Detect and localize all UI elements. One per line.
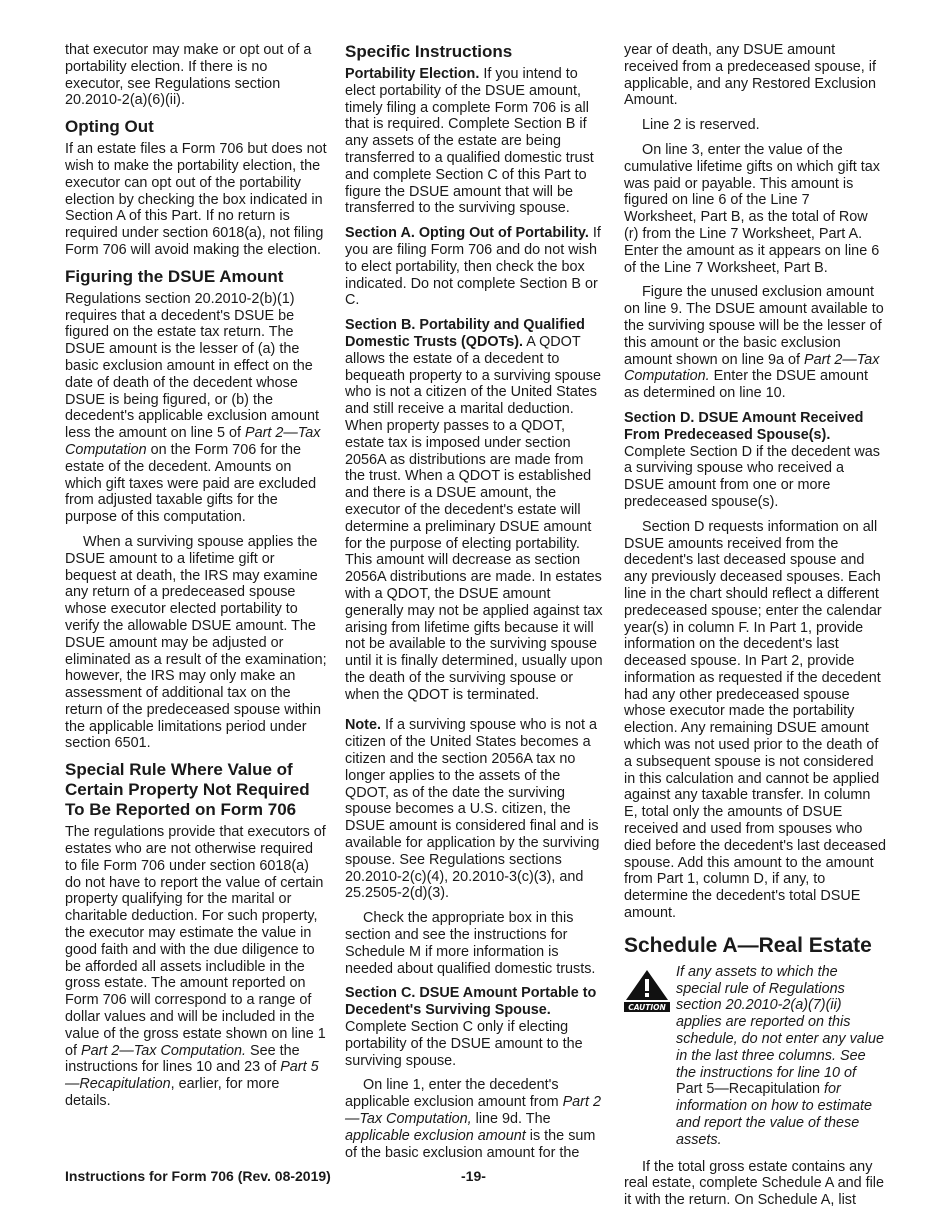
column-2 (345, 42, 607, 1169)
caution-icon (624, 968, 670, 1012)
paragraph-portability-election: Portability Election. If you intend to elect portability of the DSUE amount, timely filing a complete Form 706 is all that is required. Complete Section B if any assets of the estate are being transferred to a qualified domestic trust and complete Section C of this Part to figure the DSUE amount that will be transferred to the surviving spouse. (345, 66, 594, 217)
caution-label: CAUTION (628, 1002, 666, 1012)
paragraph-line-2: Line 2 is reserved. (642, 117, 760, 134)
paragraph-section-d-details: Section D requests information on all DSUE amounts received from the decedent's last deceased spouse and any previously deceased spouses. Each line in the chart should reflect a different predeceased spouse; enter the calendar year(s) in column F. In Part 1, provide information on the decedent's last deceased spouse. In Part 2, provide information as requested if the decedent had any other predeceased spouse whose executor made the portability election. Any remaining DSUE amount which was not used prior to the death of a subsequent spouse is not considered in this calculation and cannot be applied against any taxable transfer. In column E, total only the amounts of DSUE received and used from spouses who died before the decedent's last deceased spouse. Add this amount to the amount from Part 1, column D, if any, to determine the decedent's total DSUE amount. (624, 518, 886, 922)
paragraph-surviving-spouse: When a surviving spouse applies the DSUE amount to a lifetime gift or bequest at death, the IRS may examine any return of a predeceased spouse whose executor elected portability to verify the allowable DSUE amount. The DSUE amount may be adjusted or eliminated as a result of the examination; however, the IRS may only make an assessment of additional tax on the return of the predeceased spouse within the applicable limitations period under section 6501. (65, 533, 327, 752)
paragraph-note: Note. If a surviving spouse who is not a citizen of the United States becomes a citizen and the section 2056A tax no longer applies to the assets of the QDOT, as of the date the surviving spouse becomes a U.S. citizen, the DSUE amount is considered final and is available for application by the surviving spouse. See Regulations sections 20.2010-2(c)(4), 20.2010-3(c)(3), and 25.2505-2(d)(3). (345, 717, 600, 902)
paragraph-total-gross-estate: If the total gross estate contains any real estate, complete Schedule A and file it with the return. On Schedule A, list (624, 1158, 885, 1209)
column-3 (624, 42, 886, 1217)
paragraph-section-b: Section B. Portability and Qualified Domestic Trusts (QDOTs). A QDOT allows the estate of a decedent to bequeath property to a surviving spouse who is not a citizen of the United States and still receive a marital deduction. When property passes to a QDOT, estate tax is imposed under section 2056A as distributions are made from the trust. When a QDOT is established and there is a DSUE amount, the executor of the decedent's estate will determine a preliminary DSUE amount for the purpose of electing portability. This amount will decrease as section 2056A distributions are made. In estates with a QDOT, the DSUE amount generally may not be applied against tax arising from lifetime gifts because it will not be available to the surviving spouse until it is finally determined, usually upon the death of the surviving spouse or when the QDOT is terminated. (345, 317, 603, 703)
paragraph-line-1: On line 1, enter the decedent's applicable exclusion amount from Part 2—Tax Computation, line 9d. The applicable exclusion amount is the sum of the basic exclusion amount for the (345, 1077, 601, 1161)
heading-opting-out: Opting Out (65, 117, 154, 137)
paragraph-line-9: Figure the unused exclusion amount on line 9. The DSUE amount available to the surviving spouse will be the lesser of this amount or the basic exclusion amount shown on line 9a of Part 2—Tax Computation. Enter the DSUE amount as determined on line 10. (624, 284, 884, 402)
paragraph-line-3: On line 3, enter the value of the cumulative lifetime gifts on which gift tax was paid or payable. This amount is figured on line 6 of the Line 7 Worksheet, Part B, as the total of Row (r) from the Line 7 Worksheet, Part A. Enter the amount as it appears on line 6 of the Line 7 Worksheet, Part B. (624, 141, 880, 276)
paragraph-special-rule: The regulations provide that executors of estates who are not otherwise required to file Form 706 under section 6018(a) do not have to report the value of certain property qualifying for the marital or charitable deduction. For such property, the executor may estimate the value in good faith and with the due diligence to be afforded all assets includible in the gross estate. The amount reported on Form 706 will correspond to a range of dollar values and will be included in the value of the gross estate shown on line 1 of Part 2—Tax Computation. See the instructions for lines 10 and 23 of Part 5—Recapitulation, earlier, for more details. (65, 824, 326, 1110)
paragraph-section-a: Section A. Opting Out of Portability. If you are filing Form 706 and do not wish to elect portability, then check the box indicated. Do not complete Section B or C. (345, 225, 601, 309)
column-1 (65, 42, 327, 1118)
paragraph-section-c: Section C. DSUE Amount Portable to Decedent's Surviving Spouse. Complete Section C only if electing portability of the DSUE amount to the surviving spouse. (345, 985, 597, 1069)
paragraph-check-box: Check the appropriate box in this section and see the instructions for Schedule M if more information is needed about qualified domestic trusts. (345, 910, 596, 977)
heading-specific-instructions: Specific Instructions (345, 42, 513, 61)
heading-special-rule: Special Rule Where Value of Certain Property Not Required To Be Reported on Form 706 (65, 760, 310, 820)
paragraph-figuring-dsue: Regulations section 20.2010-2(b)(1) requires that a decedent's DSUE be figured on the estate tax return. The DSUE amount is the lesser of (a) the basic exclusion amount in effect on the date of death of the decedent whose DSUE is being figured, or (b) the decedent's applicable exclusion amount less the amount on line 5 of Part 2—Tax Computation on the Form 706 for the estate of the decedent. Amounts on which gift taxes were paid are excluded from adjusted taxable gifts for the purpose of this computation. (65, 290, 321, 526)
footer-form-title: Instructions for Form 706 (Rev. 08-2019) (65, 1168, 331, 1184)
paragraph-year-of-death: year of death, any DSUE amount received from a predeceased spouse, if applicable, and any Restored Exclusion Amount. (624, 42, 876, 109)
heading-schedule-a: Schedule A—Real Estate (624, 933, 872, 957)
heading-figuring-dsue: Figuring the DSUE Amount (65, 266, 284, 286)
paragraph-opting-out: If an estate files a Form 706 but does not wish to make the portability election, the executor can opt out of the portability election by checking the box indicated in Section A of this Part. If no return is required under section 6018(a), not filing Form 706 will avoid making the election. (65, 141, 327, 258)
footer-page-number: -19- (461, 1168, 486, 1184)
paragraph-section-d: Section D. DSUE Amount Received From Predeceased Spouse(s). Complete Section D if the decedent was a surviving spouse who received a DSUE amount from one or more predeceased spouse(s). (624, 409, 880, 510)
caution-note: CAUTION If any assets to which the special rule of Regulations section 20.2010-2(a)(7)(ii) applies are reported on this schedule, do not enter any value in the last three columns. See the instructions for line 10 of Part 5—Recapitulation for information on how to estimate and report the value of these assets. (624, 964, 886, 1149)
paragraph-executor-opt: that executor may make or opt out of a portability election. If there is no executor, see Regulations section 20.2010-2(a)(6)(ii). (65, 42, 312, 109)
